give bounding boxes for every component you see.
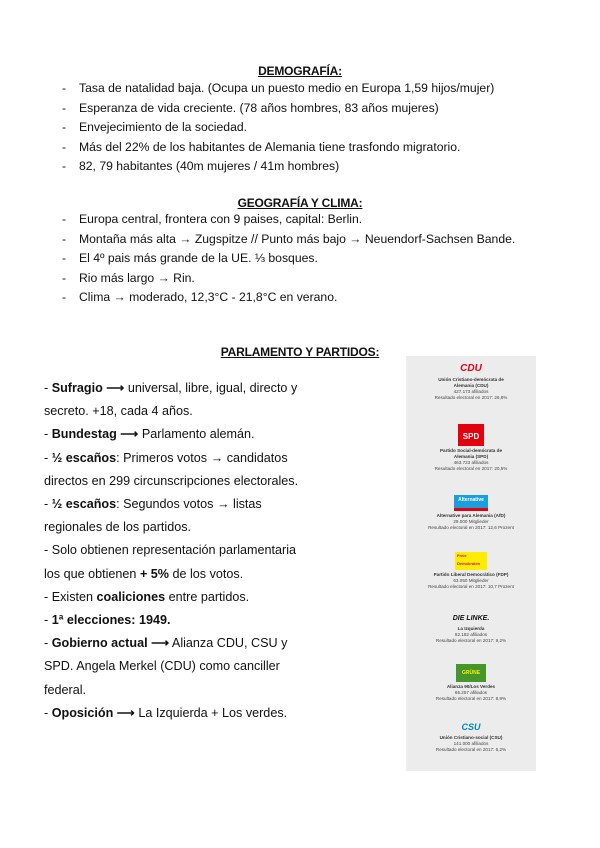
list-item: - Montaña más alta → Zugspitze // Punto más bajo → Neuendorf-Sachsen Bande. [62,230,515,250]
party-members: 65.257 afiliados [454,690,488,695]
linke-logo: DIE LINKE. [452,615,490,622]
party-gruene [406,664,536,702]
oposicion-label: Oposición ⟶ [51,705,135,720]
party-result: Resultado electoral en 2017: 6,2% [435,747,507,752]
party-name: Alternative para Alemania (AfD) [436,513,506,518]
party-members: 427.173 afiliados [453,389,489,394]
gobierno-text: Alianza CDU, CSU y SPD. Angela Merkel (CDU) como canciller federal. [44,636,288,697]
oposicion-text: La Izquierda + Los verdes. [134,705,288,720]
gobierno-label: Gobierno actual ⟶ [51,636,170,651]
party-result: Resultado electoral en 2017: 12,6 Prozent [428,525,514,530]
afd-logo: Alternative [454,495,488,511]
party-result: Resultado electoral en 2017: 9,2% [435,638,507,643]
cdu-logo: CDU [460,363,482,374]
bundestag-label: Bundestag ⟶ [51,427,139,442]
solo-paragraph: - Solo obtienen representación parlamentaria los que obtienen + 5% de los votos. [44,543,297,581]
list-item: - Esperanza de vida creciente. (78 años hombres, 83 años mujeres) [62,99,494,119]
parties-panel [406,356,536,771]
geografia-list [62,210,515,308]
party-members: 62.182 afiliados [454,632,488,637]
party-cdu [406,363,536,401]
party-name: Unión Cristiano-social (CSU) [439,735,503,740]
elecciones-text: 1ª elecciones: 1949. [51,613,171,628]
escanos1-label: ½ escaños [51,450,117,465]
list-item: - 82, 79 habitantes (40m mujeres / 41m hombres) [62,157,494,177]
solo-text-a: Solo obtienen representación parlamentaria los que obtienen [44,543,297,581]
parlamento-heading: PARLAMENTO Y PARTIDOS: [220,345,380,359]
party-csu [406,722,536,753]
coal-bold: coaliciones [96,589,166,604]
list-item: - Más del 22% de los habitantes de Alemania tiene trasfondo migratorio. [62,138,494,158]
party-name: Alianza 90/Los Verdes [446,684,496,689]
coaliciones-paragraph: - Existen coaliciones entre partidos. [44,589,250,604]
coal-text-b: entre partidos. [165,589,250,604]
parlamento-text [44,377,304,725]
sufragio-text: universal, libre, igual, directo y secreto. +18, cada 4 años. [44,381,298,419]
party-result: Resultado electoral en 2017: 8,9% [435,696,507,701]
geografia-heading: GEOGRAFÍA Y CLIMA: [237,196,363,210]
spd-logo: SPD [458,424,484,446]
list-item: - Europa central, frontera con 9 paises, capital: Berlin. [62,210,515,230]
escanos2-label: ½ escaños [51,497,117,512]
coal-text-a: Existen [51,589,97,604]
gruene-logo: GRÜNE [456,664,486,682]
csu-logo: CSU [461,722,481,732]
solo-bold: + 5% [139,566,169,581]
oposicion-paragraph: - Oposición ⟶ La Izquierda + Los verdes. [44,705,288,720]
party-result: Resultado electoral en 2017: 26,8% [434,395,508,400]
party-members: 141.000 afiliados [453,741,489,746]
party-result: Resultado electoral en 2017: 10,7 Prozent [428,584,514,589]
party-afd [406,495,536,531]
list-item: - El 4º pais más grande de la UE. ⅓ bosques. [62,249,515,269]
party-name: La Izquierda [457,626,485,631]
party-name: Partido Social-demócrata de Alemania (SPD) [439,448,503,459]
escanos2-text: : Segundos votos → listas regionales de los partidos. [44,497,262,535]
sufragio-label: Sufragio ⟶ [51,381,125,395]
escanos2-paragraph: - ½ escaños: Segundos votos → listas regionales de los partidos. [44,497,262,535]
party-fdp [406,552,536,590]
party-spd [406,424,536,472]
bundestag-paragraph: - Bundestag ⟶ Parlamento alemán. [44,427,255,442]
party-members: 463.723 afiliados [453,460,489,465]
list-item: - Clima → moderado, 12,3°C - 21,8°C en verano. [62,288,515,308]
demografia-heading: DEMOGRAFÍA: [258,64,342,78]
gobierno-paragraph: - Gobierno actual ⟶ Alianza CDU, CSU y SPD. Angela Merkel (CDU) como canciller federal. [44,636,288,697]
escanos1-paragraph: - ½ escaños: Primeros votos → candidatos directos en 299 circunscripciones electorales. [44,450,299,488]
escanos1-text: : Primeros votos → candidatos directos en 299 circunscripciones electorales. [44,450,299,488]
list-item: - Envejecimiento de la sociedad. [62,118,494,138]
demografia-list [62,79,494,177]
party-members: 63.050 Mitglieder [453,578,489,583]
party-name: Partido Liberal Democrático (FDP) [433,572,509,577]
list-item: - Tasa de natalidad baja. (Ocupa un puesto medio en Europa 1,59 hijos/mujer) [62,79,494,99]
list-item: - Rio más largo → Rin. [62,269,515,289]
bundestag-text: Parlamento alemán. [138,427,255,442]
party-result: Resultado electoral en 2017: 20,5% [434,466,508,471]
elecciones-paragraph: - 1ª elecciones: 1949. [44,613,171,628]
solo-text-b: de los votos. [169,566,244,581]
sufragio-paragraph: - Sufragio ⟶ universal, libre, igual, directo y secreto. +18, cada 4 años. [44,381,298,419]
party-linke [406,614,536,644]
party-result: 29.000 Mitglieder [453,519,489,524]
fdp-logo: Freie Demokraten [455,552,487,570]
party-name: Unión Cristiano-demócrata de Alemania (CDU) [438,377,504,388]
